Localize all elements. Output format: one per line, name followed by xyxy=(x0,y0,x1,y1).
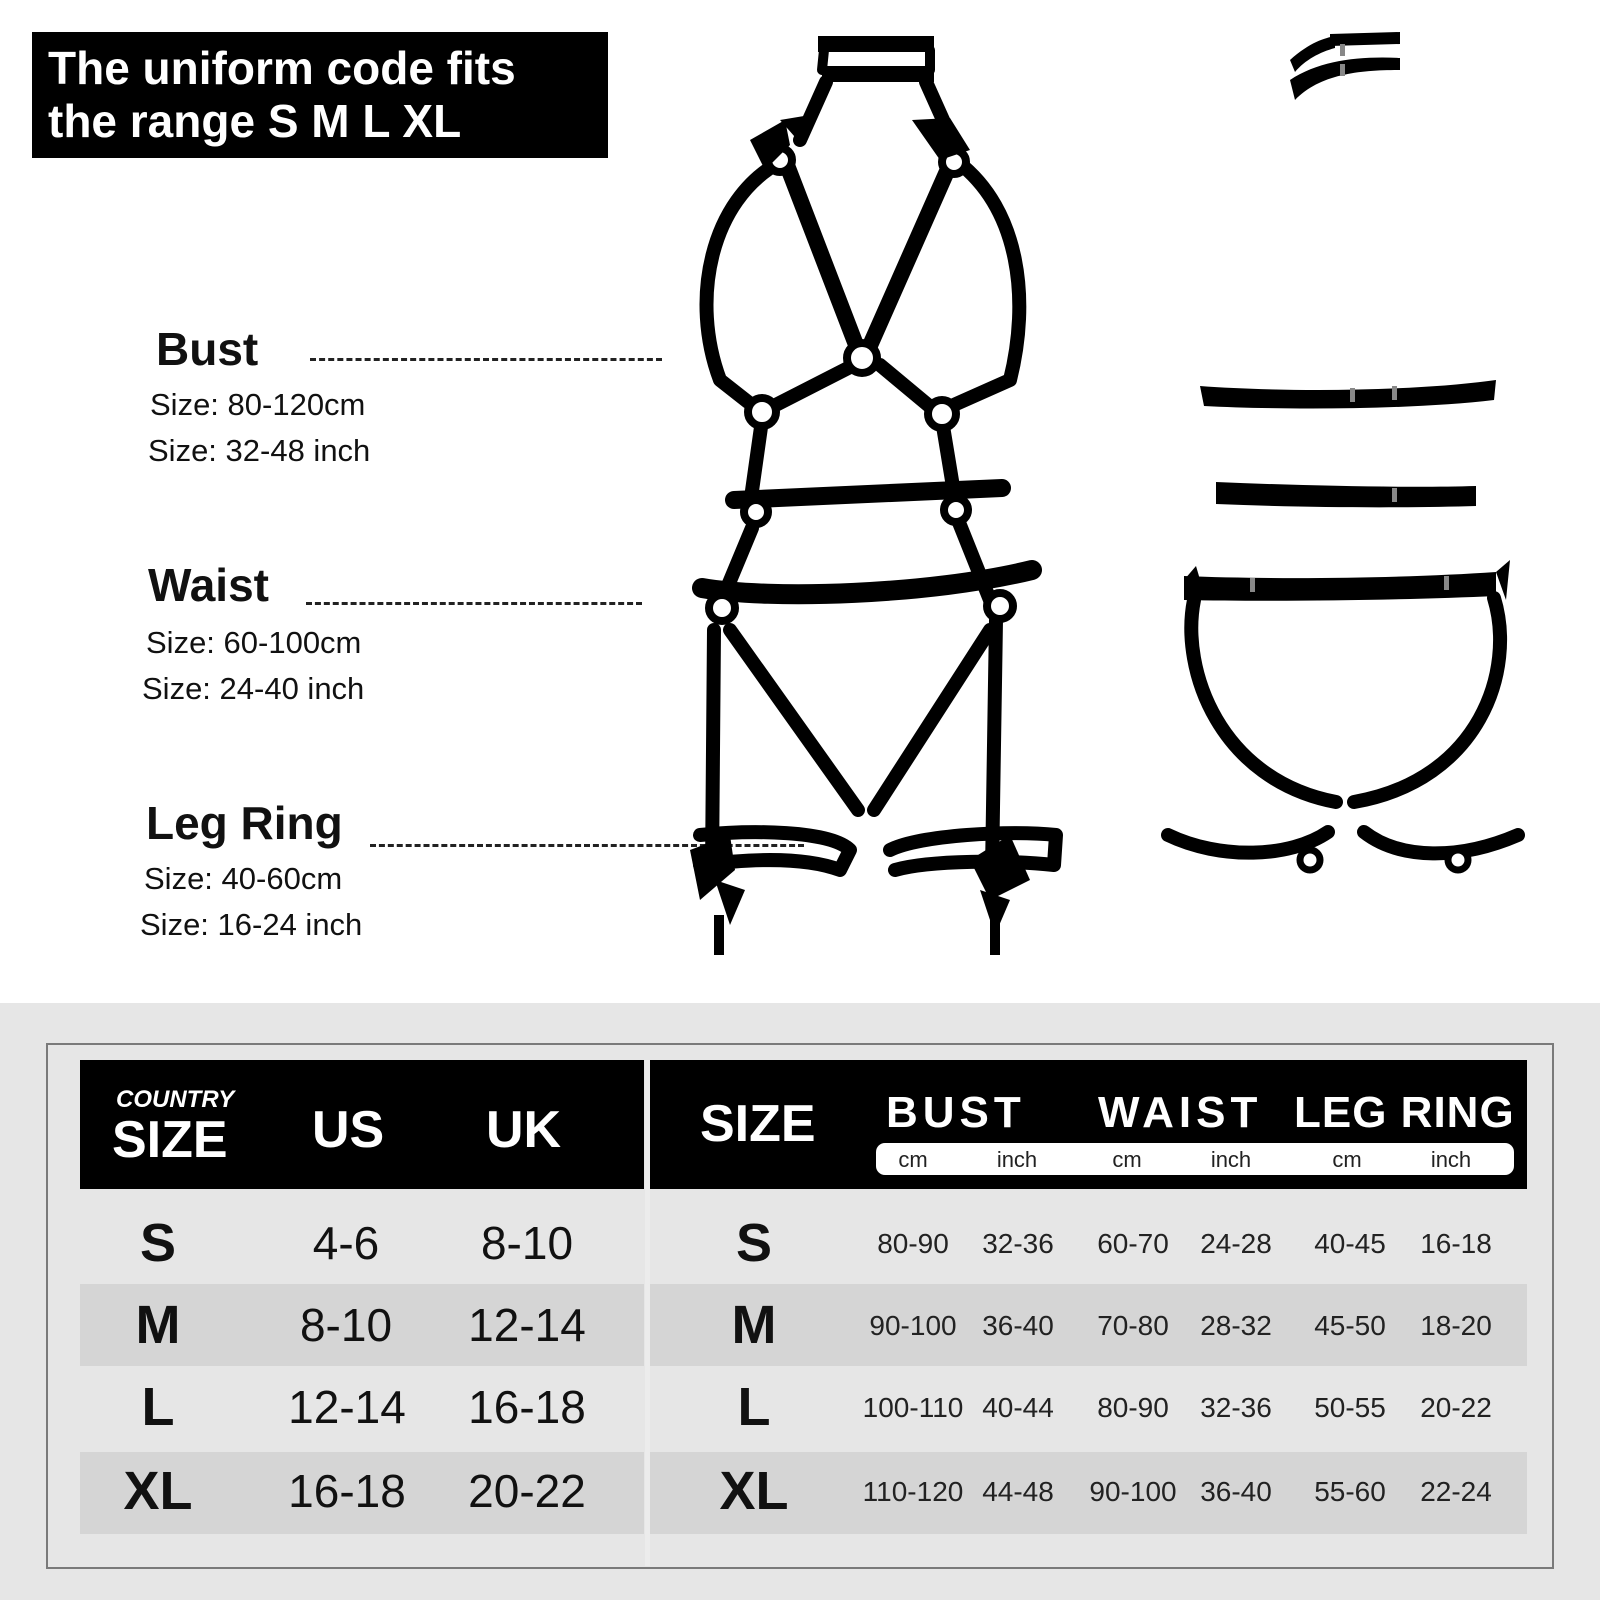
waist-size-cm: Size: 60-100cm xyxy=(146,625,362,660)
header-size: SIZE xyxy=(700,1095,816,1153)
header-waist: WAIST xyxy=(1098,1088,1263,1137)
row-us: 16-18 xyxy=(288,1465,406,1517)
waist-title: Waist xyxy=(148,559,269,611)
row-bust-cm: 110-120 xyxy=(862,1476,964,1507)
row-size-left: XL xyxy=(123,1461,193,1521)
row-bust-inch: 40-44 xyxy=(982,1392,1054,1423)
waist-size-inch: Size: 24-40 inch xyxy=(142,671,365,706)
row-size-right: S xyxy=(735,1213,773,1273)
row-bust-inch: 32-36 xyxy=(982,1228,1054,1259)
header-leg-ring: LEG RING xyxy=(1294,1088,1515,1137)
row-waist-cm: 90-100 xyxy=(1089,1476,1177,1507)
unit-leg-cm: cm xyxy=(1332,1147,1362,1172)
unit-waist-cm: cm xyxy=(1112,1147,1142,1172)
row-leg-inch: 16-18 xyxy=(1420,1228,1492,1259)
header-country: COUNTRY xyxy=(116,1086,235,1113)
row-leg-inch: 18-20 xyxy=(1420,1310,1492,1341)
row-uk: 16-18 xyxy=(468,1381,586,1433)
row-leg-inch: 22-24 xyxy=(1420,1476,1492,1507)
row-leg-cm: 45-50 xyxy=(1314,1310,1386,1341)
unit-leg-inch: inch xyxy=(1430,1147,1472,1172)
row-size-left: L xyxy=(141,1377,175,1437)
bust-dashed-line xyxy=(310,358,662,361)
bust-size-inch: Size: 32-48 inch xyxy=(148,433,371,468)
row-uk: 8-10 xyxy=(480,1217,574,1269)
unit-bust-cm: cm xyxy=(898,1147,928,1172)
row-uk: 12-14 xyxy=(468,1299,586,1351)
row-us: 8-10 xyxy=(299,1299,393,1351)
row-leg-inch: 20-22 xyxy=(1420,1392,1492,1423)
row-size-left: S xyxy=(139,1213,177,1273)
size-range-banner xyxy=(32,32,608,158)
bust-title: Bust xyxy=(156,323,259,375)
row-size-left: M xyxy=(135,1295,181,1355)
row-size-right: M xyxy=(731,1295,777,1355)
row-bust-inch: 44-48 xyxy=(982,1476,1054,1507)
row-waist-cm: 60-70 xyxy=(1097,1228,1169,1259)
header-us: US xyxy=(312,1101,385,1159)
row-waist-cm: 70-80 xyxy=(1097,1310,1169,1341)
row-bust-cm: 80-90 xyxy=(877,1228,949,1259)
row-leg-cm: 40-45 xyxy=(1314,1228,1386,1259)
row-waist-inch: 36-40 xyxy=(1200,1476,1272,1507)
row-bust-inch: 36-40 xyxy=(982,1310,1054,1341)
row-bust-cm: 90-100 xyxy=(869,1310,957,1341)
row-leg-cm: 50-55 xyxy=(1314,1392,1386,1423)
unit-waist-inch: inch xyxy=(1210,1147,1252,1172)
header-bust: BUST xyxy=(886,1088,1026,1137)
harness-front-view xyxy=(690,20,1090,970)
row-us: 12-14 xyxy=(288,1381,406,1433)
banner-line-1: The uniform code fits xyxy=(48,42,516,94)
row-waist-inch: 32-36 xyxy=(1200,1392,1272,1423)
row-size-right: XL xyxy=(719,1461,789,1521)
row-waist-cm: 80-90 xyxy=(1097,1392,1169,1423)
row-waist-inch: 24-28 xyxy=(1200,1228,1272,1259)
header-uk: UK xyxy=(486,1101,562,1159)
row-waist-inch: 28-32 xyxy=(1200,1310,1272,1341)
bust-size-cm: Size: 80-120cm xyxy=(150,387,366,422)
unit-bust-inch: inch xyxy=(996,1147,1038,1172)
banner-line-2: the range S M L XL xyxy=(48,95,462,147)
leg-ring-size-cm: Size: 40-60cm xyxy=(144,861,343,896)
row-us: 4-6 xyxy=(312,1217,380,1269)
leg-ring-size-inch: Size: 16-24 inch xyxy=(140,907,363,942)
row-leg-cm: 55-60 xyxy=(1314,1476,1386,1507)
harness-back-view xyxy=(1160,20,1560,910)
row-uk: 20-22 xyxy=(468,1465,586,1517)
row-bust-cm: 100-110 xyxy=(862,1392,964,1423)
waist-dashed-line xyxy=(306,602,642,605)
leg-ring-title: Leg Ring xyxy=(146,797,343,849)
row-size-right: L xyxy=(737,1377,771,1437)
header-country-size: SIZE xyxy=(112,1111,228,1169)
